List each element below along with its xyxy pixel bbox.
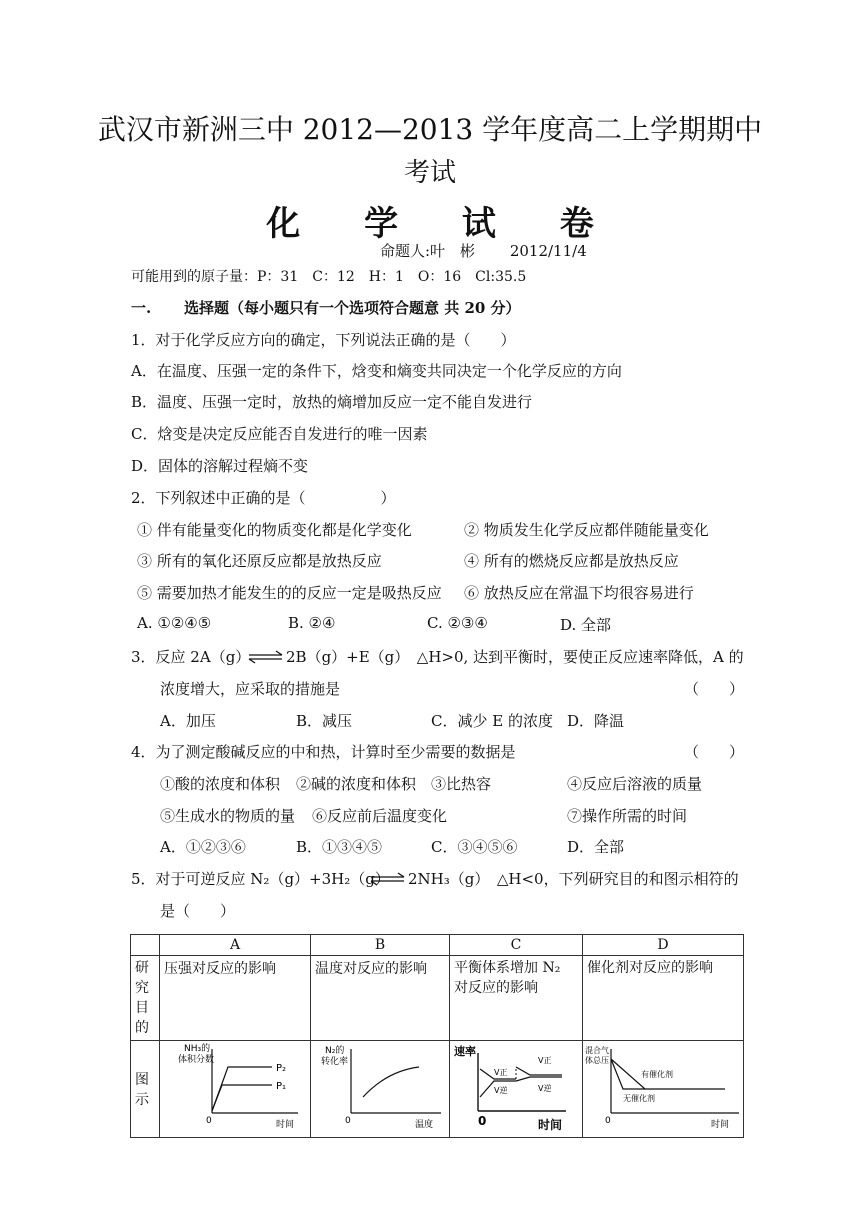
chart-c-v-forward-2 — [516, 1067, 562, 1075]
exam-title-line1: 武汉市新洲三中 2012—2013 学年度高二上学期期中 — [97, 113, 763, 146]
figure-cell-d — [583, 1041, 744, 1138]
q2-statement-1: ① 伴有能量变化的物质变化都是化学变化 — [137, 521, 412, 539]
col-header-d: D — [583, 935, 744, 956]
chart-c-v-reverse-2 — [516, 1077, 562, 1081]
q4-item-1: ①酸的浓度和体积 — [160, 775, 281, 793]
q4-option-c: C．③④⑤⑥ — [431, 838, 518, 856]
chart-b-ylabel-1: N₂的 — [325, 1046, 345, 1056]
chart-d-curve-no-catalyst — [611, 1059, 645, 1089]
chart-d-origin: 0 — [605, 1116, 611, 1126]
row-label-purpose: 研究目的 — [131, 956, 160, 1041]
table-corner — [131, 935, 160, 956]
chart-c-origin: 0 — [478, 1114, 487, 1128]
chart-a-xlabel: 时间 — [276, 1120, 295, 1130]
q4-option-a: A．①②③⑥ — [160, 838, 246, 856]
purpose-b: 温度对反应的影响 — [311, 956, 450, 1041]
chart-a-label-p1: P₁ — [276, 1081, 287, 1092]
q2-statement-6: ⑥ 放热反应在常温下均很容易进行 — [464, 584, 694, 602]
row-label-figure: 图示 — [131, 1041, 160, 1138]
chart-a — [160, 1041, 308, 1133]
q1-stem: 1．对于化学反应方向的确定，下列说法正确的是（ ） — [131, 331, 516, 349]
col-header-a: A — [160, 935, 311, 956]
q3-option-c: C．减少 E 的浓度 — [431, 712, 553, 730]
figure-cell-c — [450, 1041, 583, 1138]
equilibrium-arrow-icon — [370, 872, 406, 886]
exam-title-line2: 考试 — [403, 158, 456, 188]
q4-item-6: ⑥反应前后温度变化 — [312, 807, 448, 825]
q2-statement-3: ③ 所有的氧化还原反应都是放热反应 — [137, 552, 382, 570]
chart-b-curve — [363, 1067, 419, 1097]
q1-option-c: C．焓变是决定反应能否自发进行的唯一因素 — [131, 425, 428, 443]
equilibrium-arrow-icon — [248, 650, 284, 664]
chart-b — [311, 1041, 447, 1133]
q3-stem-part2: 2B（g）+E（g） △H>0, 达到平衡时，要使正反应速率降低，A 的 — [286, 648, 744, 666]
q4-item-2: ②碱的浓度和体积 — [296, 775, 417, 793]
q4-item-4: ④反应后溶液的质量 — [567, 775, 703, 793]
chart-a-label-p2: P₂ — [276, 1063, 287, 1074]
q2-statement-5: ⑤ 需要加热才能发生的的反应一定是吸热反应 — [137, 584, 442, 602]
q3-answer-paren: （ ） — [684, 680, 745, 698]
chart-c-label-vr2: V逆 — [538, 1084, 552, 1093]
q4-item-3: ③比热容 — [431, 775, 492, 793]
q4-answer-paren: （ ） — [684, 743, 745, 761]
q5-options-table — [130, 934, 744, 1138]
chart-c-xlabel: 时间 — [538, 1118, 563, 1132]
purpose-d: 催化剂对反应的影响 — [583, 956, 744, 1041]
chart-a-origin: 0 — [206, 1116, 212, 1126]
chart-c-ylabel: 速率 — [454, 1045, 476, 1058]
chart-d-ylabel-1: 混合气 — [585, 1046, 609, 1055]
chart-c-label-vf1: V正 — [494, 1068, 508, 1077]
q2-statement-2: ② 物质发生化学反应都伴随能量变化 — [464, 521, 709, 539]
q2-option-a: A. ①②④⑤ — [137, 614, 212, 632]
q3-option-a: A．加压 — [160, 712, 216, 730]
chart-d-label-no-catalyst: 无催化剂 — [623, 1094, 655, 1103]
q1-option-d: D．固体的溶解过程熵不变 — [131, 457, 309, 475]
q3-stem-part1: 3．反应 2A（g） — [131, 648, 251, 666]
figure-cell-b — [311, 1041, 450, 1138]
chart-d-xlabel: 时间 — [711, 1120, 730, 1130]
q3-option-d: D．降温 — [567, 712, 625, 730]
q2-statement-4: ④ 所有的燃烧反应都是放热反应 — [464, 552, 679, 570]
subject-title: 化 学 试 卷 — [266, 204, 620, 244]
chart-c-label-vr1: V逆 — [494, 1086, 508, 1095]
purpose-a: 压强对反应的影响 — [160, 956, 311, 1041]
section-heading: 选择题（每小题只有一个选项符合题意 共 20 分） — [184, 299, 521, 317]
q4-option-d: D．全部 — [567, 838, 625, 856]
chart-b-ylabel-2: 转化率 — [321, 1057, 349, 1067]
chart-a-curve-p1 — [212, 1085, 272, 1111]
q4-stem: 4．为了测定酸碱反应的中和热，计算时至少需要的数据是 — [131, 743, 516, 761]
q4-item-7: ⑦操作所需的时间 — [567, 807, 688, 825]
q5-stem-part1: 5．对于可逆反应 N₂（g）+3H₂（g） — [131, 870, 390, 888]
q4-item-5: ⑤生成水的物质的量 — [160, 807, 296, 825]
chart-d-label-with-catalyst: 有催化剂 — [641, 1070, 673, 1079]
q1-option-b: B．温度、压强一定时，放热的熵增加反应一定不能自发进行 — [131, 393, 533, 411]
purpose-c: 平衡体系增加 N₂ 对反应的影响 — [450, 956, 583, 1041]
chart-c — [450, 1041, 580, 1133]
col-header-b: B — [311, 935, 450, 956]
author-date: 命题人:叶 彬 2012/11/4 — [380, 242, 587, 260]
section-number: 一. — [131, 299, 152, 317]
q2-stem: 2．下列叙述中正确的是（ ） — [131, 489, 396, 507]
chart-c-label-vf2: V正 — [538, 1056, 552, 1065]
chart-a-ylabel-1: NH₃的 — [184, 1044, 211, 1054]
q4-option-b: B．①③④⑤ — [296, 838, 383, 856]
q5-stem-line2: 是（ ） — [160, 902, 236, 920]
q3-option-b: B．减压 — [296, 712, 353, 730]
chart-b-origin: 0 — [345, 1116, 351, 1126]
q5-stem-part2: 2NH₃（g） △H<0，下列研究目的和图示相符的 — [408, 870, 739, 888]
chart-b-xlabel: 温度 — [415, 1120, 434, 1130]
q3-stem-line2: 浓度增大，应采取的措施是 — [160, 680, 341, 698]
q2-option-d: D. 全部 — [560, 616, 612, 634]
figure-cell-a — [160, 1041, 311, 1138]
col-header-c: C — [450, 935, 583, 956]
chart-d — [583, 1041, 743, 1133]
chart-d-ylabel-2: 体总压 — [585, 1056, 609, 1065]
chart-a-ylabel-2: 体积分数 — [178, 1055, 215, 1065]
atomic-masses: 可能用到的原子量：P：31 C：12 H：1 O：16 Cl:35.5 — [131, 269, 527, 285]
q2-option-b: B. ②④ — [288, 614, 336, 632]
q2-option-c: C. ②③④ — [427, 614, 488, 632]
q1-option-a: A．在温度、压强一定的条件下，焓变和熵变共同决定一个化学反应的方向 — [131, 362, 622, 380]
